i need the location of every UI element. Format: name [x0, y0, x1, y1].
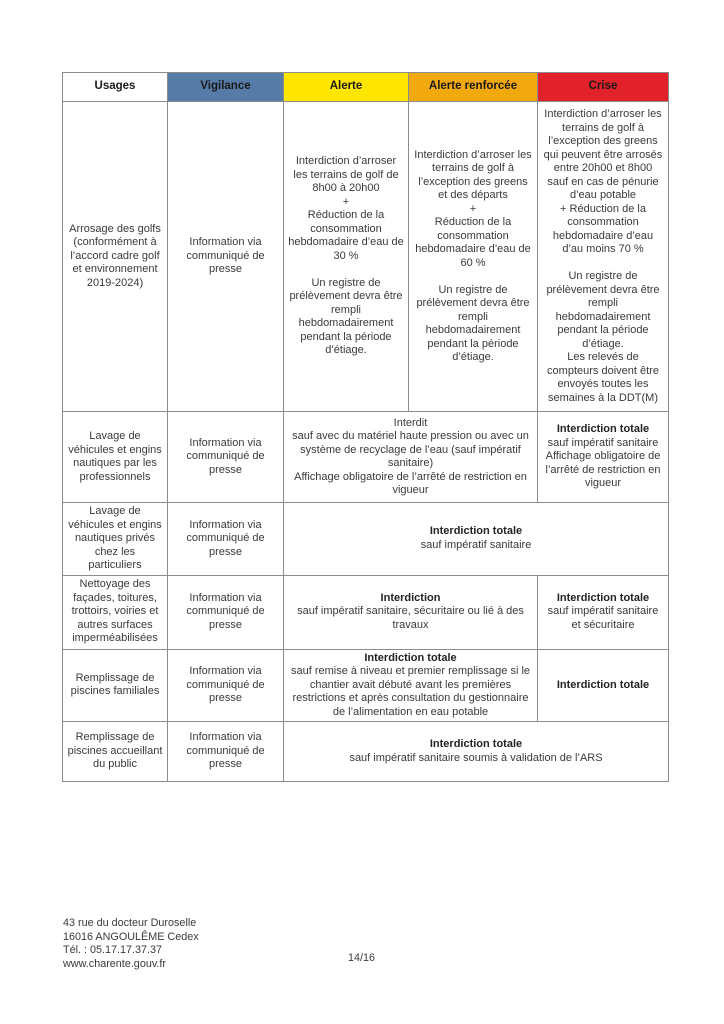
- restriction-cell: [409, 102, 538, 412]
- restriction-line: sauf avec du matériel haute pression ou avec un système de recyclage de l’eau (sauf impératif sanitaire): [292, 430, 529, 469]
- restriction-emphasis-line: Interdiction totale: [556, 678, 650, 691]
- usage-cell: Nettoyage des façades, toitures, trottoirs, voiries et autres surfaces imperméabilisées: [63, 575, 168, 649]
- restriction-line: sauf impératif sanitaire: [420, 538, 532, 551]
- restriction-line: +: [469, 202, 477, 215]
- column-header-crise: Crise: [538, 73, 669, 102]
- table-row: [63, 412, 669, 503]
- column-header-usages: Usages: [63, 73, 168, 102]
- restriction-cell: [538, 575, 669, 649]
- restriction-line: Interdit: [393, 416, 428, 429]
- water-restrictions-table: [62, 72, 669, 782]
- restriction-line: [542, 257, 664, 271]
- restriction-line: sauf impératif sanitaire Affichage obligatoire de l’arrêté de restriction en vigueur: [545, 436, 661, 490]
- restriction-line: sauf remise à niveau et premier remplissage si le chantier avait débuté avant les premières restrictions et après consultation du gestionnaire de l’alimentation en eau potable: [290, 665, 531, 718]
- vigilance-cell: Information via communiqué de presse: [168, 412, 284, 503]
- restriction-line: Interdiction d’arroser les terrains de golf à l’exception des greens et des départs: [414, 148, 532, 201]
- restriction-emphasis-line: Interdiction totale: [556, 423, 650, 436]
- footer-address-line1: 43 rue du docteur Duroselle: [63, 917, 197, 929]
- restriction-cell: [284, 722, 669, 782]
- usage-cell: Lavage de véhicules et engins nautiques privés chez les particuliers: [63, 503, 168, 576]
- restriction-cell: [538, 412, 669, 503]
- restriction-emphasis-line: Interdiction totale: [364, 651, 457, 664]
- restriction-cell: [284, 412, 538, 503]
- restriction-cell: [284, 575, 538, 649]
- restriction-line: Réduction de la consommation hebdomadaire d’eau de 60 %: [415, 216, 531, 269]
- restriction-cell: [284, 503, 669, 576]
- usage-cell: Remplissage de piscines familiales: [63, 649, 168, 722]
- usage-cell: Arrosage des golfs (conformément à l’accord cadre golf et environnement 2019-2024): [63, 102, 168, 412]
- restriction-line: sauf impératif sanitaire et sécuritaire: [547, 605, 659, 631]
- restriction-line: sauf impératif sanitaire, sécuritaire ou lié à des travaux: [297, 605, 524, 631]
- restriction-line: Interdiction d’arroser les terrains de golf de 8h00 à 20h00: [293, 155, 399, 195]
- footer-address-line2: 16016 ANGOULÊME Cedex: [63, 930, 199, 943]
- vigilance-cell: Information via communiqué de presse: [168, 722, 284, 782]
- table-row: [63, 722, 669, 782]
- restriction-cell: [538, 102, 669, 412]
- restriction-line: [413, 270, 533, 284]
- restriction-emphasis-line: Interdiction totale: [556, 591, 650, 604]
- restriction-cell: [538, 649, 669, 722]
- restriction-cell: [284, 102, 409, 412]
- usage-cell: Remplissage de piscines accueillant du public: [63, 722, 168, 782]
- table-header-row: [63, 73, 669, 102]
- footer-address-block: [63, 917, 199, 971]
- restriction-line: Affichage obligatoire de l’arrêté de restriction en vigueur: [294, 470, 527, 496]
- restriction-line: Un registre de prélèvement devra être rempli hebdomadairement pendant la période d’étiage.: [289, 276, 403, 357]
- vigilance-cell: Information via communiqué de presse: [168, 503, 284, 576]
- usage-cell: Lavage de véhicules et engins nautiques par les professionnels: [63, 412, 168, 503]
- table-body: [63, 102, 669, 782]
- restriction-emphasis-line: Interdiction totale: [429, 525, 523, 538]
- table-row: [63, 503, 669, 576]
- restriction-emphasis-line: Interdiction: [380, 591, 441, 604]
- table-row: [63, 102, 669, 412]
- column-header-alerte-renforcee: Alerte renforcée: [409, 73, 538, 102]
- restriction-line: +: [342, 195, 350, 208]
- column-header-vigilance: Vigilance: [168, 73, 284, 102]
- footer-phone: Tél. : 05.17.17.37.37: [63, 944, 163, 957]
- vigilance-cell: Information via communiqué de presse: [168, 102, 284, 412]
- restriction-cell: [284, 649, 538, 722]
- column-header-alerte: Alerte: [284, 73, 409, 102]
- restriction-line: Interdiction d’arroser les terrains de golf à l’exception des greens qui peuvent être arrosés entre 20h00 et 8h00 sauf en cas de pénurie d’eau potable: [543, 108, 663, 201]
- restriction-emphasis-line: Interdiction totale: [429, 738, 523, 750]
- restriction-line: Un registre de prélèvement devra être rempli hebdomadairement pendant la période d’étiage.: [546, 270, 660, 350]
- table-row: [63, 575, 669, 649]
- restriction-line: Réduction de la consommation hebdomadaire d’eau de 30 %: [288, 209, 404, 262]
- restriction-line: [288, 263, 404, 277]
- vigilance-cell: Information via communiqué de presse: [168, 575, 284, 649]
- vigilance-cell: Information via communiqué de presse: [168, 649, 284, 722]
- restriction-line: sauf impératif sanitaire soumis à validation de l’ARS: [349, 751, 603, 764]
- footer-website: www.charente.gouv.fr: [63, 957, 167, 970]
- restriction-line: Un registre de prélèvement devra être rempli hebdomadairement pendant la période d’étiage.: [416, 283, 530, 363]
- table-row: [63, 649, 669, 722]
- restriction-line: Les relevés de compteurs doivent être envoyés toutes les semaines à la DDT(M): [547, 351, 659, 404]
- restriction-line: + Réduction de la consommation hebdomadaire d’eau d’au moins 70 %: [552, 202, 654, 255]
- page-number: 14/16: [348, 952, 376, 964]
